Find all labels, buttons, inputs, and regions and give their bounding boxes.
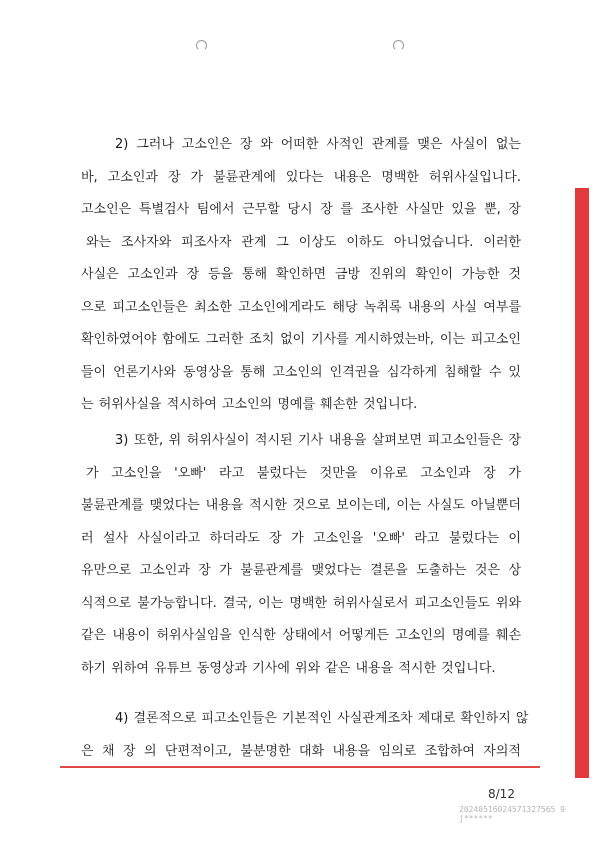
text-line: 확인하였어야 함에도 그러한 조치 없이 기사를 게시하였는바, 이는 피고소인 [81,332,521,347]
paragraph-4 [81,703,529,768]
text-line: 들이 언론기사와 동영상을 통해 고소인의 인격권을 심각하게 침해할 수 있 [81,364,521,380]
document-id: 20240516024571327565 9 j****** [459,805,565,823]
paragraph-3 [81,425,521,685]
text-line: 4) 결론적으로 피고소인들은 기본적인 사실관계조차 제대로 확인하지 않 [115,711,529,726]
text-line: 는 허위사실을 적시하여 고소인의 명예를 훼손한 것입니다. [81,397,418,412]
paragraph-2 [81,129,521,422]
margin-accent-bar [575,188,589,778]
text-line: 은 채 장 의 단편적이고, 불분명한 대화 내용을 임의로 조합하여 자의적 [81,743,521,759]
text-line: 으로 피고소인들은 최소한 고소인에게라도 해당 녹취록 내용의 사실 여부를 [81,299,521,315]
text-line: 와는 조사자와 피조사자 관계 그 이상도 이하도 아니었습니다. 이러한 [86,234,521,250]
text-line: 러 설사 사실이라고 하더라도 장 가 고소인을 '오빠' 라고 불렀다는 이 [81,530,521,546]
text-line: 유만으로 고소인과 장 가 불륜관계를 맺었다는 결론을 도출하는 것은 상 [81,563,521,578]
text-line: 3) 또한, 위 허위사실이 적시된 기사 내용을 살펴보면 피고소인들은 장 [115,433,521,448]
text-line: 하기 위하여 유튜브 동영상과 기사에 위와 같은 내용을 적시한 것입니다. [81,660,496,676]
text-line: 같은 내용이 허위사실임을 인식한 상태에서 어떻게든 고소인의 명예를 훼손 [81,628,521,643]
text-line: 고소인은 특별검사 팀에서 근무할 당시 장 를 조사한 사실만 있을 뿐, 장 [81,202,521,217]
text-line: 식적으로 불가능합니다. 결국, 이는 명백한 허위사실로서 피고소인들도 위와 [81,595,521,611]
text-line: 불륜관계를 맺었다는 내용을 적시한 것으로 보이는데, 이는 사실도 아닐뿐더 [81,498,521,513]
text-line: 가 고소인을 '오빠' 라고 불렀다는 것만을 이유로 고소인과 장 가 [86,465,521,481]
punch-hole-right [393,40,404,51]
text-line: 사실은 고소인과 장 등을 통해 확인하면 금방 진위의 확인이 가능한 것 [81,267,521,282]
footer-rule [60,766,540,768]
page-number: 8/12 [488,787,515,801]
punch-hole-left [196,40,207,51]
text-line: 바, 고소인과 장 가 불륜관계에 있다는 내용은 명백한 허위사실입니다. [81,169,521,185]
text-line: 2) 그러나 고소인은 장 와 어떠한 사적인 관계를 맺은 사실이 없는 [115,137,521,152]
